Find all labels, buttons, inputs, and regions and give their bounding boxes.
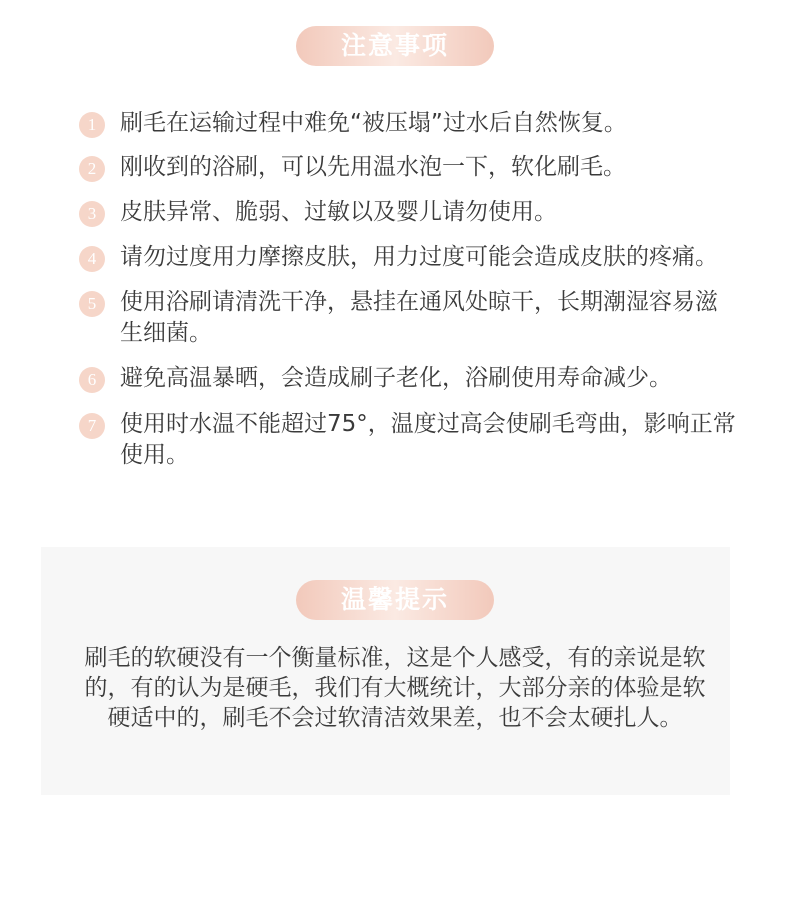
number-badge: 7 xyxy=(79,413,105,439)
notice-item xyxy=(79,409,739,471)
notice-item xyxy=(79,363,739,394)
number-badge: 6 xyxy=(79,367,105,393)
notice-item xyxy=(79,108,739,139)
number-badge: 1 xyxy=(79,112,105,138)
notice-text: 使用时水温不能超过75°，温度过高会使刷毛弯曲，影响正常使用。 xyxy=(120,411,736,468)
notice-item xyxy=(79,152,739,183)
notice-item xyxy=(79,287,739,349)
number-badge: 3 xyxy=(79,201,105,227)
notice-text: 请勿过度用力摩擦皮肤，用力过度可能会造成皮肤的疼痛。 xyxy=(120,244,718,270)
number-badge: 5 xyxy=(79,291,105,317)
number-badge: 2 xyxy=(79,156,105,182)
number-badge: 4 xyxy=(79,246,105,272)
notice-text: 避免高温暴晒，会造成刷子老化，浴刷使用寿命减少。 xyxy=(120,365,672,391)
notice-text: 刷毛在运输过程中难免“被压塌”过水后自然恢复。 xyxy=(120,110,627,136)
notice-text: 皮肤异常、脆弱、过敏以及婴儿请勿使用。 xyxy=(120,199,557,225)
notice-text: 使用浴刷请清洗干净，悬挂在通风处晾干，长期潮湿容易滋生细菌。 xyxy=(120,289,718,346)
notice-item xyxy=(79,242,739,273)
tip-title: 温馨提示 xyxy=(296,580,494,620)
notice-text: 刚收到的浴刷，可以先用温水泡一下，软化刷毛。 xyxy=(120,154,626,180)
notice-item xyxy=(79,197,739,228)
notice-list xyxy=(79,108,739,471)
tip-text: 刷毛的软硬没有一个衡量标准，这是个人感受，有的亲说是软的，有的认为是硬毛，我们有大概统计，大部分亲的体验是软硬适中的，刷毛不会过软清洁效果差，也不会太硬扎人。 xyxy=(84,645,706,731)
notice-title: 注意事项 xyxy=(296,26,494,66)
